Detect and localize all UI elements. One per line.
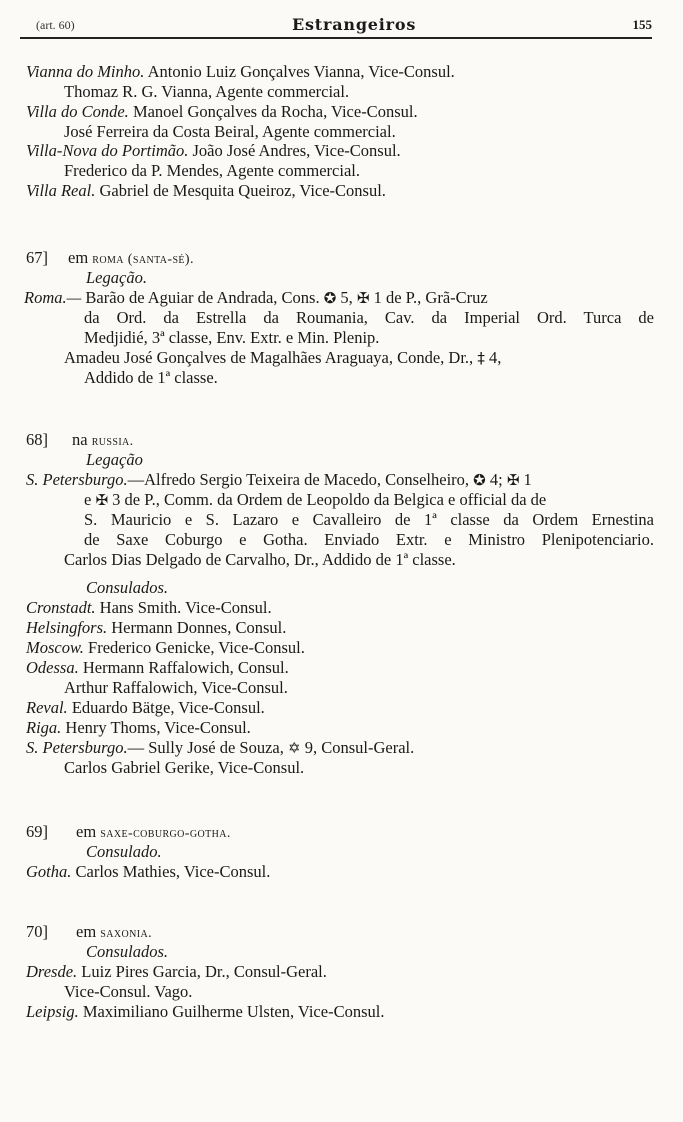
- entry-line: Villa do Conde. Manoel Gonçalves da Rocha, Vice-Consul.: [26, 102, 418, 121]
- double-cross-icon: ‡: [477, 349, 485, 367]
- cross-order-icon: ✠: [95, 491, 109, 509]
- section-heading-67: 67] em roma (santa-sé).: [26, 248, 194, 267]
- section-heading-68: 68] na russia.: [26, 430, 134, 449]
- section-subheading: Consulados.: [86, 942, 169, 961]
- entry-line: Riga. Henry Thoms, Vice-Consul.: [26, 718, 251, 737]
- star-order-icon: ✪: [473, 471, 486, 489]
- entry-line: e ✠ 3 de P., Comm. da Ordem de Leopoldo da Belgica e official da de: [84, 490, 547, 509]
- entry-line: Frederico da P. Mendes, Agente commercial.: [64, 161, 360, 180]
- entry-line: Odessa. Hermann Raffalowich, Consul.: [26, 658, 289, 677]
- entry-line: Cronstadt. Hans Smith. Vice-Consul.: [26, 598, 272, 617]
- entry-line: Helsingfors. Hermann Donnes, Consul.: [26, 618, 287, 637]
- entry-line: Medjidié, 3ª classe, Env. Extr. e Min. Plenip.: [84, 328, 380, 347]
- consulados-heading: Consulados.: [86, 578, 169, 597]
- entry-line: Moscow. Frederico Genicke, Vice-Consul.: [26, 638, 305, 657]
- entry-line: Villa-Nova do Portimão. João José Andres, Vice-Consul.: [26, 141, 401, 160]
- entry-line: Reval. Eduardo Bätge, Vice-Consul.: [26, 698, 265, 717]
- entry-line: Addido de 1ª classe.: [84, 368, 218, 387]
- entry-line: Dresde. Luiz Pires Garcia, Dr., Consul-Geral.: [26, 962, 327, 981]
- entry-line: Carlos Gabriel Gerike, Vice-Consul.: [64, 758, 305, 777]
- page-header: [22, 14, 652, 36]
- entry-line: Thomaz R. G. Vianna, Agente commercial.: [64, 82, 350, 101]
- entry-line: José Ferreira da Costa Beiral, Agente commercial.: [64, 122, 396, 141]
- entry-line: Vice-Consul. Vago.: [64, 982, 193, 1001]
- entry-line: S. Petersburgo.— Sully José de Souza, ✡ 9, Consul-Geral.: [26, 738, 415, 757]
- header-rule: [20, 37, 652, 39]
- entry-line: da Ord. da Estrella da Roumania, Cav. da Imperial Ord. Turca de: [84, 308, 654, 327]
- section-subheading: Legação.: [86, 268, 147, 287]
- entry-line: Gotha. Carlos Mathies, Vice-Consul.: [26, 862, 271, 881]
- entry-line: Amadeu José Gonçalves de Magalhães Araguaya, Conde, Dr., ‡ 4,: [64, 348, 502, 367]
- cross-order-icon: ✠: [506, 471, 520, 489]
- entry-line: Villa Real. Gabriel de Mesquita Queiroz, Vice-Consul.: [26, 181, 386, 200]
- entry-line: Carlos Dias Delgado de Carvalho, Dr., Addido de 1ª classe.: [64, 550, 456, 569]
- section-subheading: Consulado.: [86, 842, 162, 861]
- entry-line: S. Petersburgo.—Alfredo Sergio Teixeira de Macedo, Conselheiro, ✪ 4; ✠ 1: [26, 470, 532, 489]
- entry-line: S. Mauricio e S. Lazaro e Cavalleiro de 1ª classe da Ordem Ernestina: [84, 510, 654, 529]
- page-number: 155: [632, 17, 652, 32]
- cross-order-icon: ✠: [356, 289, 370, 307]
- entry-line: Leipsig. Maximiliano Guilherme Ulsten, Vice-Consul.: [26, 1002, 385, 1021]
- six-point-star-icon: ✡: [288, 739, 301, 757]
- entry-line: Vianna do Minho. Antonio Luiz Gonçalves Vianna, Vice-Consul.: [26, 62, 455, 81]
- section-heading-69: 69] em saxe-coburgo-gotha.: [26, 822, 231, 841]
- entry-line: de Saxe Coburgo e Gotha. Enviado Extr. e Ministro Plenipotenciario.: [84, 530, 654, 549]
- entry-line: Roma.— Barão de Aguiar de Andrada, Cons. ✪ 5, ✠ 1 de P., Grã-Cruz: [24, 288, 488, 307]
- header-title: Estrangeiros: [292, 15, 417, 34]
- section-subheading: Legação: [86, 450, 143, 469]
- entry-line: Arthur Raffalowich, Vice-Consul.: [64, 678, 288, 697]
- star-order-icon: ✪: [323, 289, 337, 307]
- header-article-ref: (art. 60): [36, 18, 75, 32]
- section-heading-70: 70] em saxonia.: [26, 922, 152, 941]
